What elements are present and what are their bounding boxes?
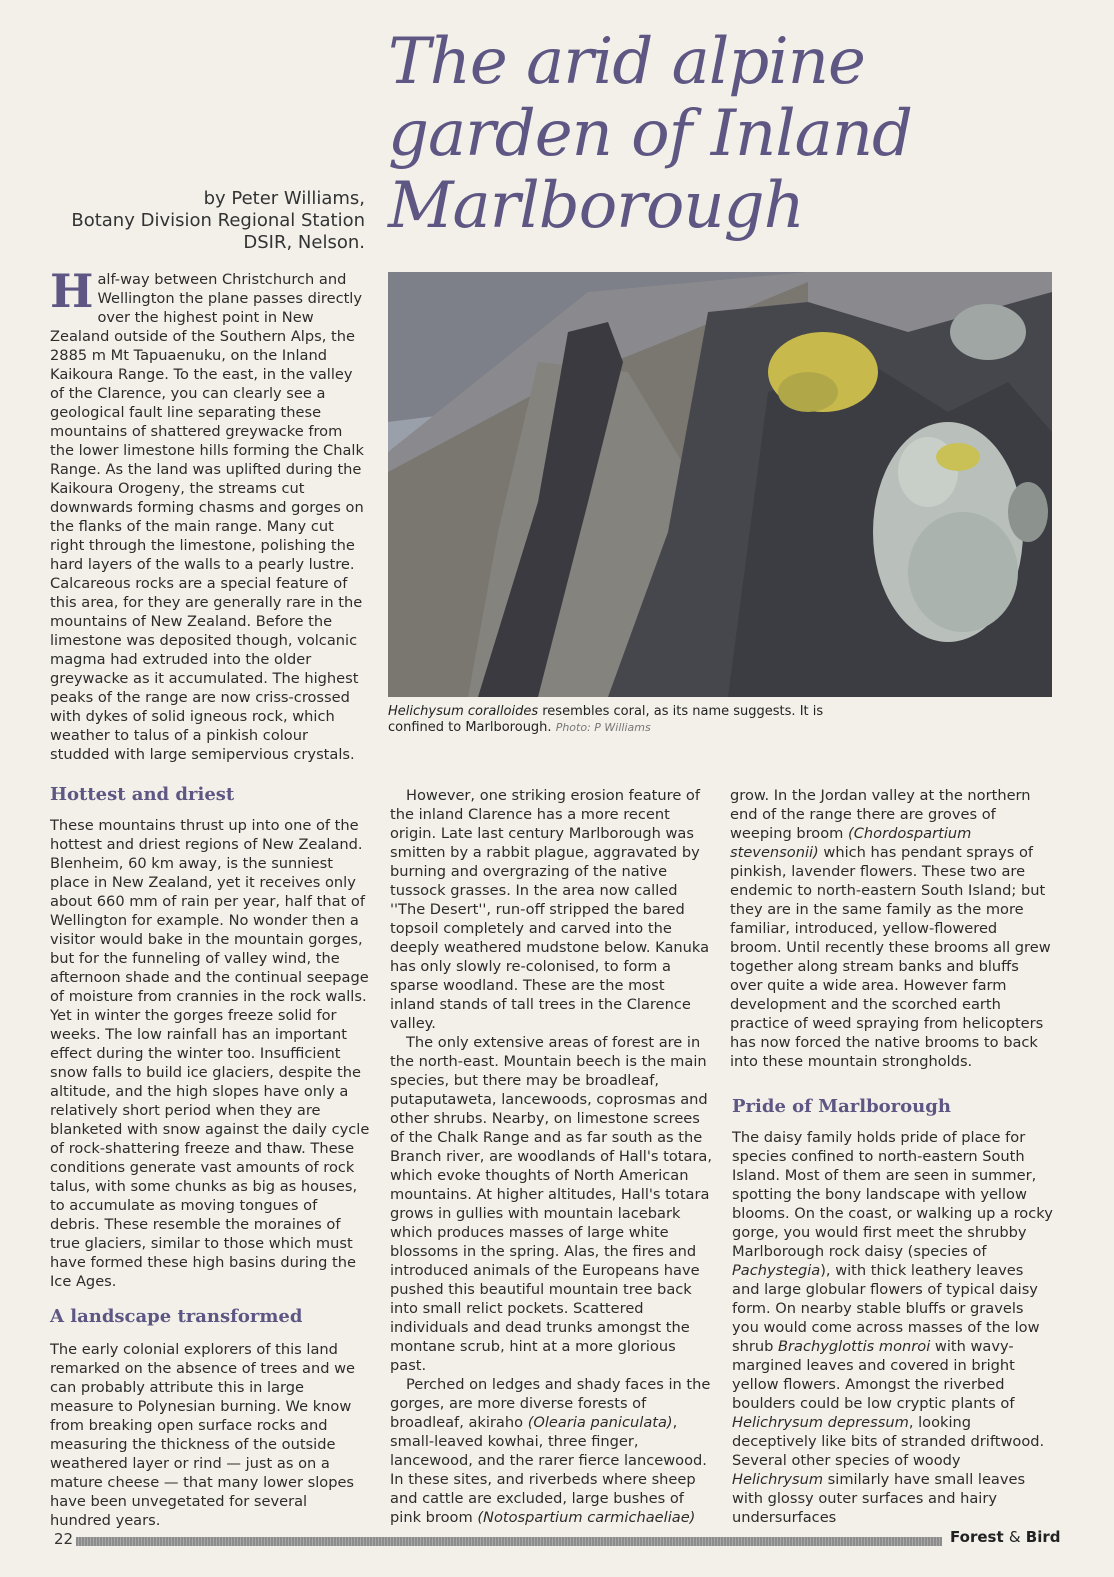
text-run: Perched on ledges and shady faces in the gorges, are more diverse forests of broadleaf, akiraho [390, 1376, 711, 1431]
page-number: 22 [54, 1530, 74, 1548]
magazine-name-forest: Forest [950, 1528, 1004, 1546]
magazine-name [950, 1528, 1061, 1546]
column-3-top [730, 786, 1052, 1071]
text-run: ), with thick leathery leaves and large globular flowers of typical daisy form. On nearby stable bluffs or gravels you would come across masses of the low shrub [732, 1262, 1040, 1355]
byline-location: DSIR, Nelson. [243, 232, 365, 253]
byline-author: by Peter Williams, [203, 188, 365, 209]
heading-hottest-driest: Hottest and driest [50, 784, 235, 805]
column-2 [390, 786, 712, 1527]
heading-pride-marlborough: Pride of Marlborough [732, 1096, 951, 1117]
species-name: Helichrysum depressum [732, 1414, 909, 1431]
paragraph-ledges [390, 1375, 712, 1527]
paragraph-erosion: However, one striking erosion feature of the inland Clarence has a more recent origin. Late last century Marlborough was smitten by a rabbit plague, aggravated by burning and overgrazing of the native tussock grasses. In the area now called ''The Desert'', run-off stripped the bared topsoil completely and carved into the deeply weathered mudstone below. Kanuka has only slowly re-colonised, to form a sparse woodland. These are the most inland stands of tall trees in the Clarence valley. [390, 787, 710, 1032]
paragraph: The early colonial explorers of this land remarked on the absence of trees and we can probably attribute this in large measure to Polynesian burning. We know from breaking open surface rocks and measuring the thickness of the outside weathered layer or rind — just as on a mature cheese — that many lower slopes have been unvegetated for several hundred years. [50, 1341, 356, 1529]
intro-text [50, 264, 370, 764]
drop-cap: H [50, 264, 94, 318]
title-line-1: The arid alpine [388, 25, 865, 99]
column-3-bottom [732, 1128, 1054, 1527]
article-title [388, 26, 1068, 242]
paragraph-brooms [730, 786, 1052, 1071]
paragraph-daisy [732, 1128, 1054, 1527]
col1-para-hottest [50, 816, 370, 1291]
species-name: (Olearia paniculata) [527, 1414, 673, 1431]
title-line-2: garden of Inland [388, 97, 912, 171]
paragraph-forest: The only extensive areas of forest are in the north-east. Mountain beech is the main species, but there may be broadleaf, putaputaweta, lancewoods, coprosmas and other shrubs. Nearby, on limestone screes of the Chalk Range and as far south as the Branch river, are woodlands of Hall's totara, which evoke thoughts of North American mountains. At higher altitudes, Hall's totara grows in gullies with mountain lacebark which produces masses of large white blossoms in the spring. Alas, the fires and introduced animals of the Europeans have pushed this beautiful mountain tree back into small relict pockets. Scattered individuals and dead trunks amongst the montane scrub, hint at a more glorious past. [390, 1034, 712, 1374]
photo-credit: Photo: P Williams [555, 721, 651, 734]
helichrysum-photo-illustration [388, 272, 1052, 697]
col1-para-landscape [50, 1340, 370, 1530]
paragraph: These mountains thrust up into one of the hottest and driest regions of New Zealand. Blenheim, 60 km away, is the sunniest place in New Zealand, yet it receives only about 660 mm of rain per year, half that of Wellington for example. No wonder then a visitor would bake in the mountain gorges, but for the funneling of valley wind, the afternoon shade and the continual seepage of moisture from crannies in the rock walls. Yet in winter the gorges freeze solid for weeks. The low rainfall has an important effect during the winter too. Insufficient snow falls to build ice glaciers, despite the altitude, and the high slopes have only a relatively short period when they are blanketed with snow against the daily cycle of rock-shattering freeze and thaw. These conditions generate vast amounts of rock talus, with some chunks as big as houses, to accumulate as moving tongues of debris. These resemble the moraines of true glaciers, similar to those which must have formed these high basins during the Ice Ages. [50, 817, 370, 1290]
heading-landscape-transformed: A landscape transformed [50, 1306, 303, 1327]
text-run: , looking deceptively like bits of stranded driftwood. Several other species of woody [732, 1414, 1045, 1469]
title-line-3: Marlborough [388, 169, 804, 243]
article-photo [388, 272, 1052, 697]
species-name: (Notospartium carmichaeliae) [477, 1509, 696, 1526]
species-name: Pachystegia [732, 1262, 821, 1279]
byline [35, 188, 365, 254]
caption-text: resembles coral, as its name suggests. It is confined to Marlborough. [388, 704, 824, 735]
species-name: Helichrysum [732, 1471, 824, 1488]
intro-paragraph: alf-way between Christchurch and Wellington the plane passes directly over the highest point in New Zealand outside of the Southern Alps, the 2885 m Mt Tapuaenuku, on the Inland Kaikoura Range. To the east, in the valley of the Clarence, you can clearly see a geological fault line separating these mountains of shattered greywacke from the lower limestone hills forming the Chalk Range. As the land was uplifted during the Kaikoura Orogeny, the streams cut downwards forming chasms and gorges on the flanks of the main range. Many cut right through the limestone, polishing the hard layers of the walls to a pearly lustre. Calcareous rocks are a special feature of this area, for they are generally rare in the mountains of New Zealand. Before the limestone was deposited though, volcanic magma had extruded into the older greywacke as it accumulated. The highest peaks of the range are now criss-crossed with dykes of solid igneous rock, which weather to talus of a pinkish colour studded with large semipervious crystals. [50, 271, 364, 763]
magazine-name-bird: Bird [1025, 1528, 1061, 1546]
footer-rule [76, 1537, 942, 1546]
text-run: grow. In the Jordan valley at the northern end of the range there are groves of weeping broom [730, 787, 1031, 842]
caption-species: Helichysum coralloides [388, 704, 539, 719]
text-run: similarly have small leaves with glossy outer surfaces and hairy undersurfaces [732, 1471, 1026, 1526]
species-name: Brachyglottis monroi [778, 1338, 931, 1355]
byline-affiliation: Botany Division Regional Station [71, 210, 365, 231]
text-run: The daisy family holds pride of place for species confined to north-eastern South Island. Most of them are seen in summer, spotting the bony landscape with yellow blooms. On the coast, or walking up a rocky gorge, you would first meet the shrubby Marlborough rock daisy (species of [732, 1129, 1053, 1260]
photo-caption [388, 704, 858, 736]
text-run: , small-leaved kowhai, three finger, lancewood, and the rarer fierce lancewood. In these sites, and riverbeds where sheep and cattle are excluded, large bushes of pink broom [390, 1414, 707, 1526]
magazine-ampersand: & [1008, 1528, 1021, 1546]
species-name: (Chordospartium stevensonii) [730, 825, 972, 861]
text-run: which has pendant sprays of pinkish, lavender flowers. These two are endemic to north-eastern South Island; but they are in the same family as the more familiar, introduced, yellow-flowered broom. Until recently these brooms all grew together along stream banks and bluffs over quite a wide area. However farm development and the scorched earth practice of weed spraying from helicopters has now forced the native brooms to back into these mountain strongholds. [730, 844, 1051, 1070]
text-run: with wavy-margined leaves and covered in bright yellow flowers. Amongst the riverbed boulders could be low cryptic plants of [732, 1338, 1015, 1412]
